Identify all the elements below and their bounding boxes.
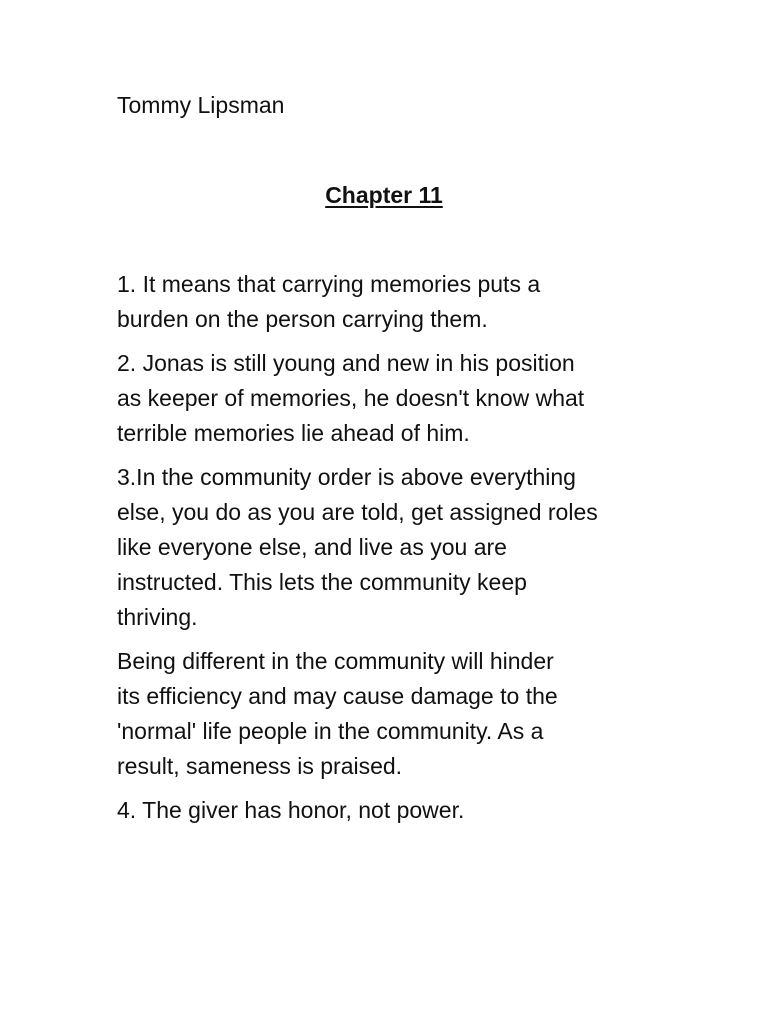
- chapter-title: Chapter 11: [325, 182, 443, 208]
- answer-paragraph-1: [117, 267, 677, 337]
- text-line: terrible memories lie ahead of him.: [117, 420, 470, 446]
- text-line: burden on the person carrying them.: [117, 306, 488, 332]
- text-line: 1. It means that carrying memories puts a: [117, 271, 541, 297]
- text-line: as keeper of memories, he doesn't know what: [117, 385, 585, 411]
- text-line: its efficiency and may cause damage to the: [117, 683, 558, 709]
- text-line: 4. The giver has honor, not power.: [117, 797, 465, 823]
- text-line: Being different in the community will hinder: [117, 648, 554, 674]
- text-line: like everyone else, and live as you are: [117, 534, 507, 560]
- text-line: 2. Jonas is still young and new in his position: [117, 350, 575, 376]
- text-line: result, sameness is praised.: [117, 753, 403, 779]
- text-line: thriving.: [117, 604, 198, 630]
- text-line: else, you do as you are told, get assigned roles: [117, 499, 598, 525]
- answer-paragraph-2: [117, 346, 677, 451]
- answer-paragraph-4: [117, 793, 677, 828]
- text-line: 'normal' life people in the community. As a: [117, 718, 544, 744]
- answer-paragraph-3: [117, 460, 677, 635]
- chapter-heading: [0, 180, 768, 210]
- author-name: Tommy Lipsman: [117, 92, 285, 118]
- text-line: instructed. This lets the community keep: [117, 569, 527, 595]
- text-line: 3.In the community order is above everything: [117, 464, 576, 490]
- answer-paragraph-3-continued: [117, 644, 677, 784]
- answers-body: [117, 267, 677, 837]
